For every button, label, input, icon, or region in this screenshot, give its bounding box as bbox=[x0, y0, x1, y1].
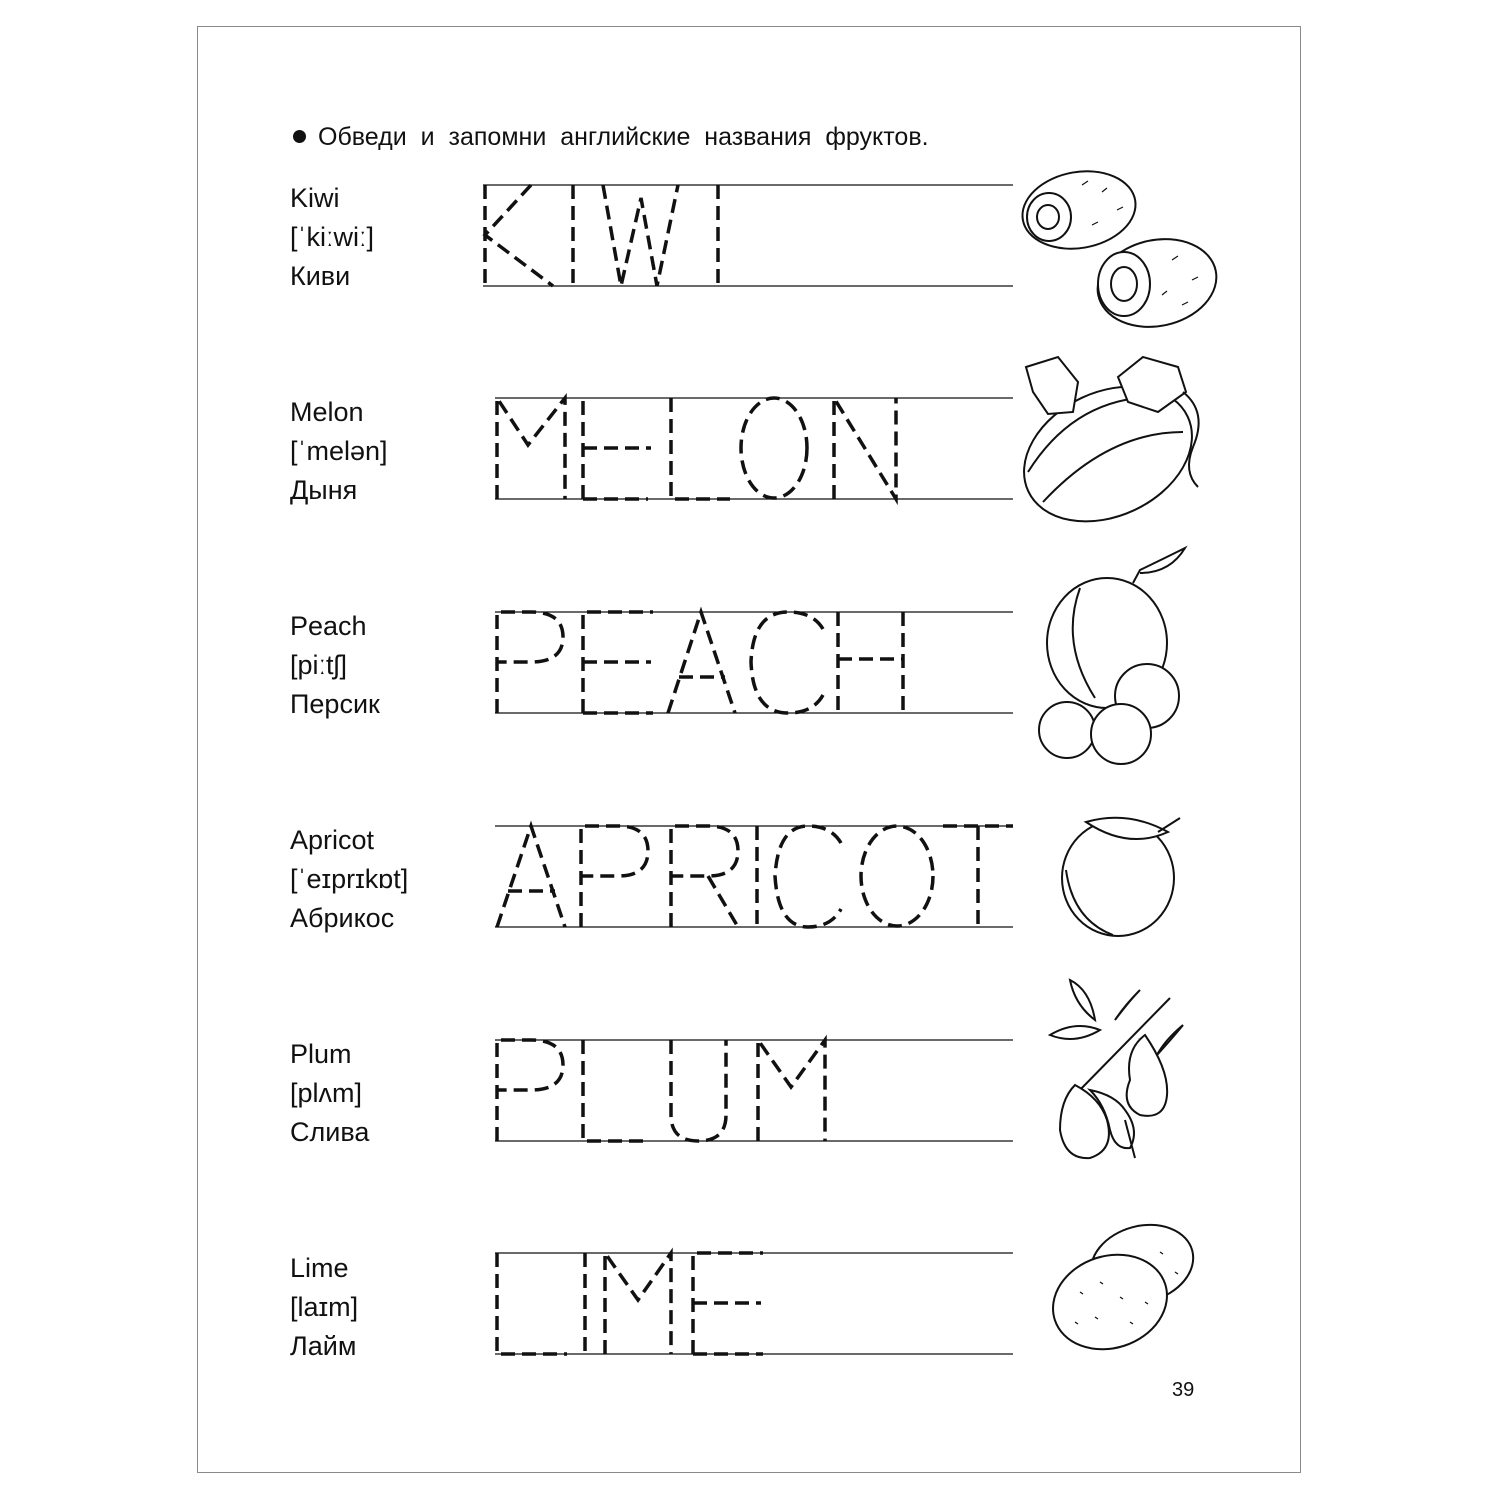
english-name: Melon bbox=[290, 397, 364, 427]
transcription: [plʌm] bbox=[290, 1078, 363, 1108]
russian-name: Дыня bbox=[290, 475, 358, 505]
tracing-line-plum bbox=[483, 1035, 1014, 1145]
kiwi-icon bbox=[1022, 170, 1222, 335]
transcription: [ˈkiːwiː] bbox=[290, 222, 374, 252]
russian-name: Абрикос bbox=[290, 903, 395, 933]
fruit-label-lime bbox=[290, 1249, 490, 1366]
fruit-label-kiwi bbox=[290, 179, 490, 296]
lime-icon bbox=[1050, 1222, 1200, 1362]
dashed-letters bbox=[483, 607, 1014, 717]
transcription: [ˈeɪprɪkɒt] bbox=[290, 864, 409, 894]
tracing-line-peach bbox=[483, 607, 1014, 717]
dashed-letters bbox=[483, 821, 1014, 931]
tracing-line-lime bbox=[483, 1248, 1014, 1358]
apricot-icon bbox=[1058, 810, 1188, 945]
plum-icon bbox=[1045, 980, 1190, 1170]
fruit-label-melon bbox=[290, 393, 490, 510]
russian-name: Слива bbox=[290, 1117, 370, 1147]
russian-name: Персик bbox=[290, 689, 380, 719]
page-number: 39 bbox=[1172, 1379, 1195, 1401]
english-name: Lime bbox=[290, 1253, 349, 1283]
tracing-line-melon bbox=[483, 393, 1014, 503]
english-name: Kiwi bbox=[290, 183, 340, 213]
russian-name: Киви bbox=[290, 261, 351, 291]
english-name: Plum bbox=[290, 1039, 352, 1069]
fruit-label-peach bbox=[290, 607, 490, 724]
bullet-icon bbox=[293, 130, 306, 143]
fruit-label-plum bbox=[290, 1035, 490, 1152]
english-name: Peach bbox=[290, 611, 367, 641]
dashed-letters bbox=[483, 1248, 1014, 1358]
tracing-line-apricot bbox=[483, 821, 1014, 931]
instruction bbox=[293, 120, 1053, 154]
peach-icon bbox=[1035, 548, 1195, 773]
dashed-letters bbox=[483, 393, 1014, 503]
melon-icon bbox=[1018, 352, 1208, 532]
tracing-line-kiwi bbox=[483, 180, 1014, 290]
instruction-text: Обведи и запомни английские названия фруктов. bbox=[318, 123, 929, 151]
russian-name: Лайм bbox=[290, 1331, 357, 1361]
english-name: Apricot bbox=[290, 825, 375, 855]
dashed-letters bbox=[483, 1035, 1014, 1145]
transcription: [ˈmelən] bbox=[290, 436, 388, 466]
dashed-letters bbox=[483, 180, 1014, 290]
transcription: [laɪm] bbox=[290, 1292, 359, 1322]
transcription: [piːtʃ] bbox=[290, 650, 348, 680]
fruit-label-apricot bbox=[290, 821, 490, 938]
